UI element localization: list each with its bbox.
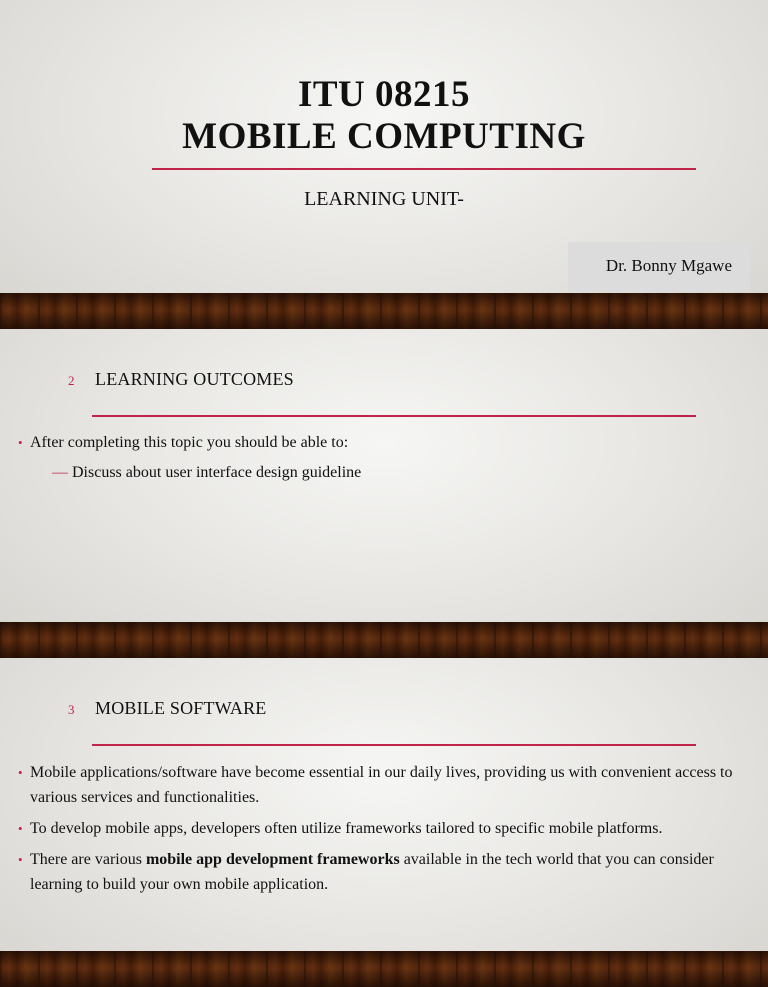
wood-floor: [0, 622, 768, 658]
title-slide: [0, 0, 768, 329]
heading-divider: [92, 415, 696, 417]
list-item: [18, 760, 746, 810]
course-code: ITU 08215: [297, 74, 471, 115]
wood-floor: [0, 951, 768, 987]
bullet-text-bold: mobile app development frameworks: [145, 851, 400, 868]
slide-number: 2: [68, 373, 75, 388]
bullet-icon: •: [18, 821, 23, 836]
course-name: MOBILE COMPUTING: [182, 116, 586, 157]
sub-item-text: Discuss about user interface design guideline: [72, 464, 362, 481]
bullet-text: Mobile applications/software have become essential in our daily lives, providing us with convenient access to various services and functionalities.: [30, 764, 733, 806]
bullet-icon: •: [18, 435, 23, 450]
sub-item: [52, 460, 361, 485]
slide-heading: LEARNING OUTCOMES: [95, 369, 294, 389]
bullet-text-start: There are various: [30, 851, 146, 868]
bullet-text: After completing this topic you should be able to:: [30, 434, 349, 451]
wood-floor: [0, 293, 768, 329]
bullet-text-end: available in the tech world that you can consider learning to build your own mobile application.: [30, 851, 714, 893]
slide-subtitle: LEARNING UNIT-: [304, 188, 464, 210]
heading-divider: [92, 744, 696, 746]
list-item: [18, 430, 746, 455]
dash-icon: —: [52, 464, 68, 481]
learning-outcomes-slide: [0, 329, 768, 658]
bullet-list: [18, 430, 746, 461]
slide-number: 3: [68, 702, 75, 717]
list-item: [18, 816, 746, 841]
bullet-text: [30, 851, 714, 893]
bullet-list: [18, 760, 746, 903]
list-item: [18, 847, 746, 897]
slide-heading: MOBILE SOFTWARE: [95, 698, 267, 718]
bullet-text: To develop mobile apps, developers often utilize frameworks tailored to specific mobile platforms.: [30, 820, 663, 837]
bullet-icon: •: [18, 765, 23, 780]
author-name: Dr. Bonny Mgawe: [605, 256, 732, 275]
author-box: [568, 242, 750, 292]
mobile-software-slide: [0, 658, 768, 987]
title-divider: [152, 168, 696, 170]
slide-title: [0, 74, 768, 158]
bullet-icon: •: [18, 852, 23, 867]
